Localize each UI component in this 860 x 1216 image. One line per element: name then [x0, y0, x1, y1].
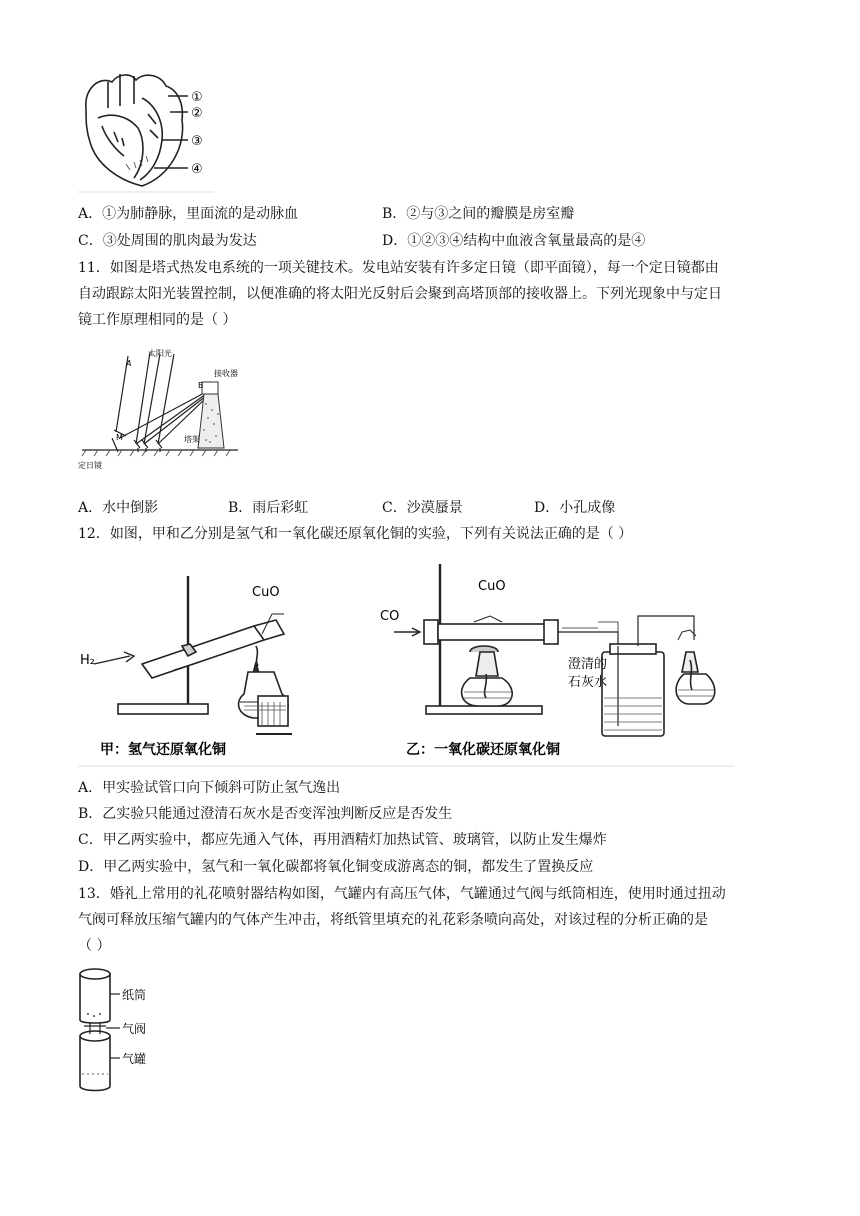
q10-option-c: C．③处周围的肌肉最为发达	[78, 233, 257, 249]
q13-stem-line-1: 13．婚礼上常用的礼花喷射器结构如图，气罐内有高压气体，气罐通过气阀与纸筒相连，使用时通过扭动	[78, 886, 726, 902]
solar-tower-figure	[78, 344, 248, 486]
limewater-label-1: 澄清的	[568, 657, 608, 672]
apparatus-figure	[78, 556, 734, 768]
party-popper-figure	[76, 964, 166, 1096]
h2-label: H₂	[80, 653, 95, 668]
limewater-label-2: 石灰水	[568, 675, 608, 690]
q12-option-d: D．甲乙两实验中，氢气和一氧化碳都将氧化铜变成游离态的铜，都发生了置换反应	[78, 859, 594, 875]
q10-option-a: A．①为肺静脉，里面流的是动脉血	[78, 206, 299, 222]
q11-stem-line-3: 镜工作原理相同的是（ ）	[78, 312, 237, 328]
q10-option-b: B．②与③之间的瓣膜是房室瓣	[382, 206, 575, 222]
caption-right: 乙：一氧化碳还原氧化铜	[406, 742, 560, 758]
solar-label-m: M	[116, 433, 123, 442]
q12-stem: 12．如图，甲和乙分别是氢气和一氧化碳还原氧化铜的实验，下列有关说法正确的是（ ）	[78, 526, 633, 542]
co-label: CO	[380, 609, 400, 624]
q13-stem-line-2: 气阀可释放压缩气罐内的气体产生冲击，将纸管里填充的礼花彩条喷向高处，对该过程的分析正确的是	[78, 912, 708, 928]
caption-left: 甲：氢气还原氧化铜	[100, 742, 226, 758]
popper-label-valve: 气阀	[122, 1022, 147, 1036]
heart-label-2: ②	[191, 106, 203, 121]
q11-option-b: B．雨后彩虹	[228, 500, 309, 516]
solar-label-tower: 塔架	[184, 435, 200, 444]
heart-figure	[78, 68, 214, 194]
solar-label-sunlight: 太阳光	[148, 349, 172, 358]
q11-option-d: D．小孔成像	[534, 500, 616, 516]
solar-label-a: A	[126, 359, 132, 368]
q10-option-d: D．①②③④结构中血液含氧量最高的是④	[382, 233, 646, 249]
q12-option-b: B．乙实验只能通过澄清石灰水是否变浑浊判断反应是否发生	[78, 806, 453, 822]
solar-label-receiver: 接收器	[214, 369, 238, 378]
solar-label-mirror: 定日镜	[78, 461, 102, 470]
popper-label-tube: 纸筒	[122, 988, 147, 1002]
q11-stem-line-1: 11．如图是塔式热发电系统的一项关键技术。发电站安装有许多定日镜（即平面镜），每一个定日镜都由	[78, 260, 719, 276]
heart-label-1: ①	[191, 90, 203, 105]
solar-label-b: B	[198, 381, 204, 390]
q11-stem-line-2: 自动跟踪太阳光装置控制，以便准确的将太阳光反射后会聚到高塔顶部的接收器上。下列光现象中与定日	[78, 286, 722, 302]
q12-option-c: C．甲乙两实验中，都应先通入气体，再用酒精灯加热试管、玻璃管，以防止发生爆炸	[78, 832, 607, 848]
q13-stem-line-3: （ ）	[78, 938, 111, 954]
cuo-label-left: CuO	[252, 585, 280, 600]
q11-option-c: C．沙漠蜃景	[382, 500, 463, 516]
popper-label-tank: 气罐	[122, 1052, 147, 1066]
heart-label-4: ④	[191, 162, 203, 177]
q11-option-a: A．水中倒影	[78, 500, 159, 516]
q12-option-a: A．甲实验试管口向下倾斜可防止氢气逸出	[78, 780, 341, 796]
heart-label-3: ③	[191, 134, 203, 149]
cuo-label-right: CuO	[478, 579, 506, 594]
